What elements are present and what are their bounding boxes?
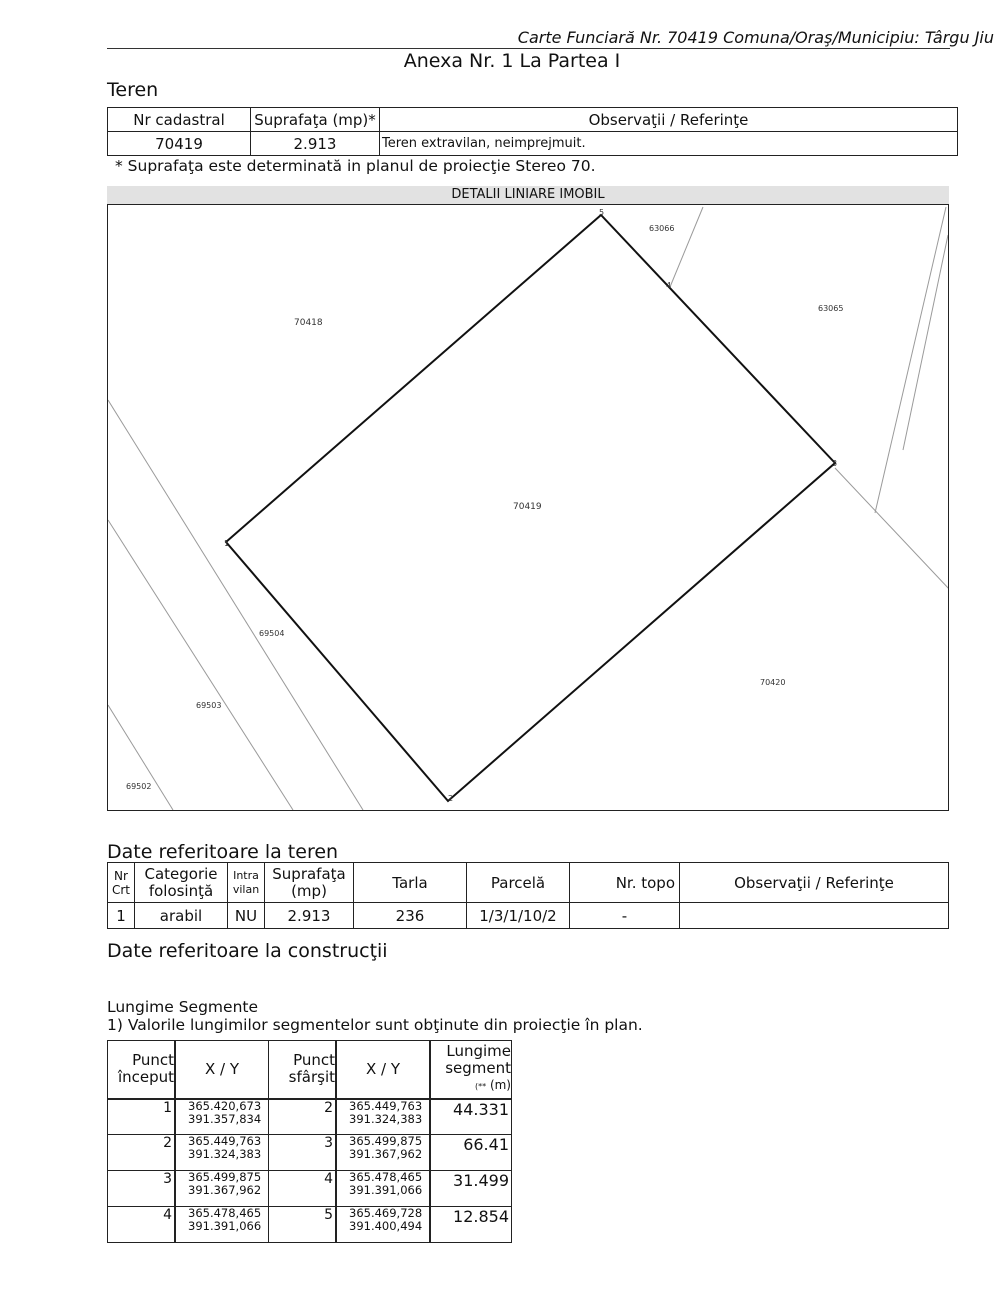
cell-end: 2 — [269, 1099, 337, 1135]
col-punct-inceput-line1: Punct — [132, 1051, 174, 1070]
cell-start-xy — [175, 1171, 269, 1207]
segment-row — [108, 1207, 512, 1243]
teren-heading: Teren — [107, 79, 159, 101]
col-intravilan — [228, 863, 265, 903]
start-x: 365.420,673 — [188, 1098, 262, 1113]
col-punct-sfarsit — [269, 1041, 337, 1099]
parcel-label-69502: 69502 — [126, 782, 152, 791]
cell-start: 1 — [108, 1099, 176, 1135]
col-intravilan-line1: Intra — [233, 868, 259, 882]
start-x: 365.499,875 — [188, 1170, 262, 1184]
cell-nr-topo: - — [570, 903, 680, 929]
date-teren-table — [107, 862, 949, 929]
neighbor-line — [835, 468, 948, 590]
end-y: 391.367,962 — [349, 1147, 423, 1161]
col-categorie-line1: Categorie — [144, 864, 218, 883]
col-observatii: Observaţii / Referinţe — [380, 108, 958, 132]
col-punct-inceput-line2: început — [117, 1068, 174, 1087]
cell-categorie: arabil — [135, 903, 228, 929]
cell-start-xy — [175, 1207, 269, 1243]
col-observatii-teren: Observaţii / Referinţe — [680, 863, 949, 903]
end-x: 365.469,728 — [349, 1206, 423, 1220]
cell-suprafata-mp: 2.913 — [265, 903, 354, 929]
parcel-label-70419: 70419 — [513, 502, 542, 512]
point-label-2: 2 — [448, 794, 454, 803]
neighbor-line — [108, 520, 293, 810]
start-x: 365.478,465 — [188, 1206, 262, 1220]
lungime-unit-label: (m) — [486, 1078, 511, 1093]
col-nr-crt-line2: Crt — [111, 882, 131, 897]
start-y: 391.324,383 — [188, 1147, 262, 1161]
segment-row — [108, 1171, 512, 1207]
col-punct-inceput — [108, 1041, 176, 1099]
cell-tarla: 236 — [354, 903, 467, 929]
col-tarla: Tarla — [354, 863, 467, 903]
segmente-table — [107, 1040, 512, 1243]
cell-end-xy — [336, 1171, 430, 1207]
header-divider — [107, 48, 950, 49]
date-teren-row — [108, 903, 949, 929]
parcel-label-63065: 63065 — [818, 304, 844, 313]
start-x: 365.449,763 — [188, 1134, 262, 1148]
neighbor-line — [903, 235, 948, 450]
cell-nr-cadastral: 70419 — [108, 132, 251, 156]
col-nr-crt — [108, 863, 135, 903]
parcel-label-69503: 69503 — [196, 701, 222, 710]
cell-length: 66.41 — [430, 1135, 512, 1171]
cell-observatii-teren — [680, 903, 949, 929]
end-y: 391.400,494 — [349, 1219, 423, 1233]
neighbor-line — [108, 400, 363, 810]
parcel-label-70420: 70420 — [760, 678, 786, 687]
cell-start: 4 — [108, 1207, 176, 1243]
neighbor-line — [670, 207, 703, 287]
segment-row — [108, 1099, 512, 1135]
teren-table — [107, 107, 958, 156]
parcel-label-70418: 70418 — [294, 318, 323, 328]
start-y: 391.391,066 — [188, 1219, 262, 1233]
document-header: Carte Funciară Nr. 70419 Comuna/Oraş/Municipiu: Târgu Jiu — [517, 28, 994, 47]
cell-start: 3 — [108, 1171, 176, 1207]
col-intravilan-line2: vilan — [232, 882, 260, 896]
col-lungime — [430, 1041, 512, 1099]
segment-row — [108, 1135, 512, 1171]
cell-length: 44.331 — [430, 1099, 512, 1135]
point-label-1: 1 — [224, 539, 230, 548]
cadastral-plan — [107, 204, 949, 811]
col-nr-topo: Nr. topo — [570, 863, 680, 903]
col-lungime-line1: Lungime — [446, 1042, 511, 1061]
cell-start-xy — [175, 1099, 269, 1135]
start-y: 391.367,962 — [188, 1183, 262, 1197]
col-punct-sfarsit-line1: Punct — [293, 1051, 335, 1070]
segmente-header — [108, 1041, 512, 1099]
segmente-title: Lungime Segmente — [107, 998, 259, 1016]
point-label-3: 3 — [832, 459, 838, 468]
cell-start-xy — [175, 1135, 269, 1171]
parcel-label-63066: 63066 — [649, 224, 675, 233]
col-suprafata: Suprafaţa (mp)* — [251, 108, 380, 132]
cell-start: 2 — [108, 1135, 176, 1171]
col-parcela: Parcelă — [467, 863, 570, 903]
col-xy-start: X / Y — [175, 1041, 269, 1099]
col-lungime-line2: segment — [445, 1059, 511, 1078]
col-lungime-unit — [431, 1077, 511, 1095]
cell-end-xy — [336, 1207, 430, 1243]
col-suprafata-line1: Suprafaţa — [272, 864, 346, 883]
neighbor-line — [875, 207, 946, 513]
lungime-unit-footnote: (** — [475, 1082, 487, 1092]
segmente-note: 1) Valorile lungimilor segmentelor sunt obţinute din proiecţie în plan. — [107, 1016, 643, 1034]
col-categorie — [135, 863, 228, 903]
cell-end-xy — [336, 1135, 430, 1171]
plan-drawing — [108, 205, 948, 810]
cell-observatii: Teren extravilan, neimprejmuit. — [380, 132, 958, 156]
cell-nr-crt: 1 — [108, 903, 135, 929]
cell-end: 5 — [269, 1207, 337, 1243]
point-label-5: 5 — [599, 208, 605, 217]
col-nr-crt-line1: Nr — [114, 868, 128, 883]
cell-length: 31.499 — [430, 1171, 512, 1207]
neighbor-line — [108, 705, 173, 810]
teren-table-row — [108, 132, 958, 156]
plan-header: DETALII LINIARE IMOBIL — [107, 186, 949, 204]
end-y: 391.391,066 — [349, 1183, 423, 1197]
cell-suprafata: 2.913 — [251, 132, 380, 156]
start-y: 391.357,834 — [188, 1111, 262, 1126]
end-x: 365.499,875 — [349, 1134, 423, 1148]
col-suprafata-line2: (mp) — [291, 881, 327, 900]
anexa-title: Anexa Nr. 1 La Partea I — [403, 50, 621, 72]
cell-length: 12.854 — [430, 1207, 512, 1243]
point-label-4: 4 — [666, 281, 672, 290]
col-nr-cadastral: Nr cadastral — [108, 108, 251, 132]
date-teren-header — [108, 863, 949, 903]
cell-end: 4 — [269, 1171, 337, 1207]
end-x: 365.449,763 — [349, 1098, 423, 1113]
end-y: 391.324,383 — [349, 1111, 423, 1126]
teren-table-header — [108, 108, 958, 132]
date-teren-heading: Date referitoare la teren — [107, 841, 339, 863]
cell-end: 3 — [269, 1135, 337, 1171]
cell-parcela: 1/3/1/10/2 — [467, 903, 570, 929]
col-xy-end: X / Y — [336, 1041, 430, 1099]
constructii-heading: Date referitoare la construcţii — [107, 940, 388, 962]
parcel-label-69504: 69504 — [259, 629, 285, 638]
col-punct-sfarsit-line2: sfârşit — [288, 1068, 335, 1087]
col-categorie-line2: folosinţă — [148, 881, 214, 900]
cell-end-xy — [336, 1099, 430, 1135]
col-suprafata-mp — [265, 863, 354, 903]
cell-intravilan: NU — [228, 903, 265, 929]
end-x: 365.478,465 — [349, 1170, 423, 1184]
suprafata-note: * Suprafaţa este determinată in planul de proiecţie Stereo 70. — [115, 157, 596, 175]
